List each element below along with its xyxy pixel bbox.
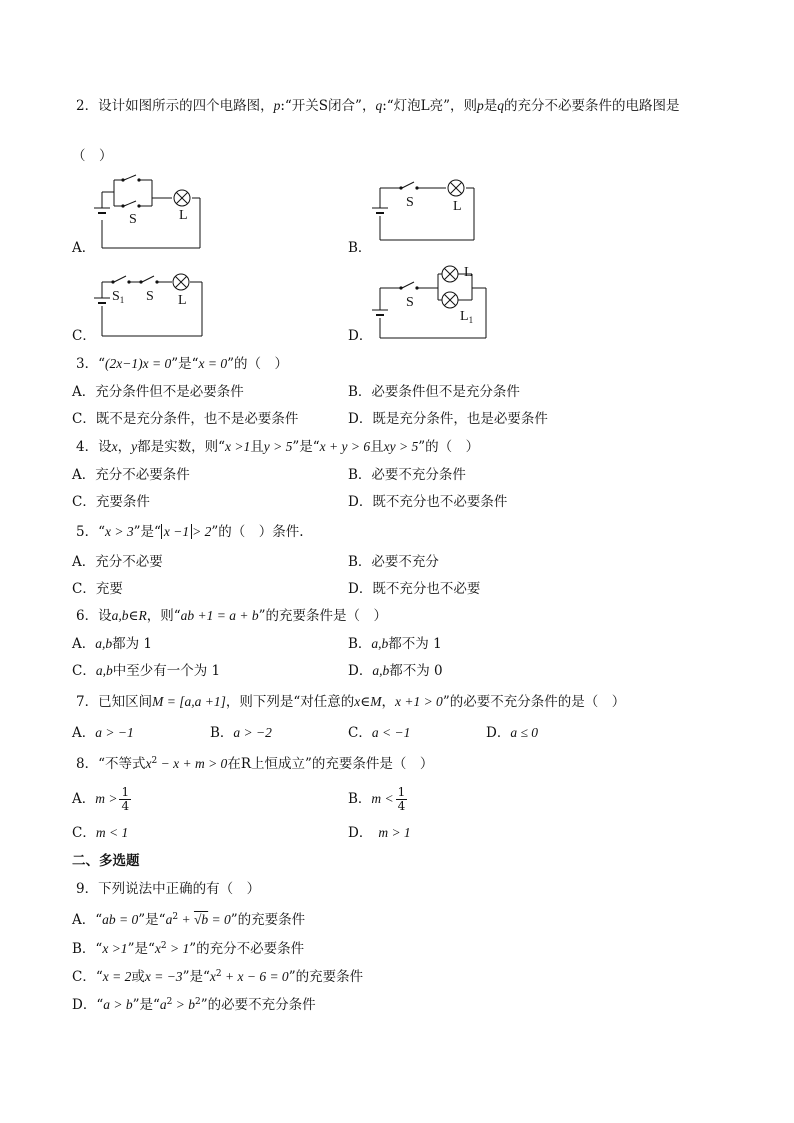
q9-c-e2: x = −3 bbox=[144, 969, 183, 984]
q9-d-e1: a > b bbox=[103, 997, 133, 1012]
q8-a-m: m > bbox=[95, 791, 118, 806]
q7-d: a ≤ 0 bbox=[510, 725, 538, 740]
q7-ineq: x +1 > 0 bbox=[394, 694, 443, 709]
q7-stem-b: ，则下列是“对任意的 bbox=[225, 694, 355, 710]
q9-a-plus: + bbox=[178, 912, 194, 927]
q3-stem-b: ”是“ bbox=[171, 356, 199, 372]
q4-stem bbox=[76, 437, 479, 457]
circuit-d-l1: $L_1$ bbox=[460, 309, 474, 325]
circuit-b-s: S bbox=[406, 195, 414, 210]
q9-c-sq: 2 bbox=[215, 969, 222, 979]
q5-stem-a: 5．“ bbox=[76, 524, 105, 540]
q4-option-c[interactable]: C．充要条件 bbox=[72, 494, 150, 510]
q8-sq: 2 bbox=[151, 756, 158, 766]
q9-d-sq1: 2 bbox=[166, 997, 173, 1007]
q8-ineq-rest: − x + m > 0 bbox=[157, 756, 228, 771]
circuit-d[interactable] bbox=[370, 262, 490, 344]
q9-b-x: x bbox=[154, 941, 161, 956]
q6-stem-c: ”的充要条件是（ ） bbox=[258, 608, 387, 624]
q9-d-b: b bbox=[188, 997, 196, 1012]
q6-d-pre: D． bbox=[348, 663, 373, 679]
q4-stem-c: ”是“ bbox=[292, 439, 320, 455]
q9-d-mid: ”是“ bbox=[132, 997, 160, 1013]
q4-stem-d: ”的（ ） bbox=[418, 439, 480, 455]
q5-option-b[interactable]: B．必要不充分 bbox=[348, 554, 439, 570]
q9-c-tail: ”的充要条件 bbox=[288, 969, 364, 985]
q2-option-a-label[interactable]: A． bbox=[72, 240, 96, 256]
q7-c: a < −1 bbox=[371, 725, 411, 740]
q6-option-c[interactable] bbox=[72, 661, 220, 681]
q4-x: x bbox=[111, 439, 118, 454]
q9-a-e1: ab = 0 bbox=[102, 912, 139, 927]
q7-a: a > −1 bbox=[95, 725, 134, 740]
q2-p-text: :“开关S闭合”， bbox=[280, 98, 376, 114]
circuit-a-l: L bbox=[179, 208, 188, 223]
q5-stem bbox=[76, 522, 304, 542]
q8-stem-a: 8．“不等式 bbox=[76, 756, 146, 772]
q4-stem-b: 都是实数，则“ bbox=[137, 439, 225, 455]
q4-c2: y > 5 bbox=[263, 439, 293, 454]
q9-b-mid: ”是“ bbox=[127, 941, 155, 957]
q8-stem-b: 在 bbox=[227, 756, 241, 772]
q8-b-pre: B． bbox=[348, 791, 372, 807]
q2-q-text: :“灯泡L亮”，则 bbox=[382, 98, 478, 114]
q9-b-gt: > 1 bbox=[166, 941, 190, 956]
q9-d-gt: > bbox=[172, 997, 189, 1012]
q3-option-d[interactable]: D．既是充分条件，也是必要条件 bbox=[348, 411, 548, 427]
q4-comma: ， bbox=[117, 439, 132, 455]
q5-option-a[interactable]: A．充分不必要 bbox=[72, 554, 163, 570]
q4-option-b[interactable]: B．必要不充分条件 bbox=[348, 467, 466, 483]
q3-expr1: (2x−1)x = 0 bbox=[105, 356, 172, 371]
q8-x: x bbox=[145, 756, 152, 771]
q9-d-pre: D．“ bbox=[72, 997, 104, 1013]
q4-c3: x + y > 6 bbox=[319, 439, 371, 454]
circuit-b-l: L bbox=[453, 199, 462, 214]
q6-option-b[interactable] bbox=[348, 634, 442, 654]
q8-d-pre: D． bbox=[348, 825, 373, 841]
q4-y: y bbox=[131, 439, 138, 454]
q5-abs: x −1 bbox=[161, 524, 192, 539]
q6-stem-b: ，则“ bbox=[146, 608, 181, 624]
q9-option-d[interactable] bbox=[72, 992, 316, 1015]
q6-stem bbox=[76, 606, 387, 626]
q3-expr2: x = 0 bbox=[198, 356, 228, 371]
q7-stem-c: ， bbox=[381, 694, 395, 710]
q8-option-d[interactable] bbox=[348, 823, 411, 843]
q2-stem-text: 2．设计如图所示的四个电路图， bbox=[76, 98, 274, 114]
q6-ab: a,b∈R bbox=[111, 608, 147, 623]
q7-d-pre: D． bbox=[486, 725, 511, 741]
q9-d-a: a bbox=[159, 997, 167, 1012]
q8-b-den: 4 bbox=[397, 799, 406, 813]
q6-option-d[interactable] bbox=[348, 661, 443, 681]
q2-option-d-label[interactable]: D． bbox=[348, 328, 373, 344]
q2-q2: q bbox=[497, 98, 505, 113]
q9-stem: 9．下列说法中正确的有（ ） bbox=[76, 881, 261, 897]
q6-eq: ab +1 = a + b bbox=[180, 608, 259, 623]
q6-stem-a: 6．设 bbox=[76, 608, 112, 624]
q8-stem-c: 上恒成立”的充要条件是（ ） bbox=[250, 756, 434, 772]
q9-d-sq2: 2 bbox=[195, 997, 201, 1007]
q9-b-tail: ”的充分不必要条件 bbox=[189, 941, 305, 957]
q7-stem-a: 7．已知区间 bbox=[76, 694, 153, 710]
q9-option-c[interactable] bbox=[72, 964, 363, 987]
q4-and1: 且 bbox=[250, 439, 264, 455]
q9-a-sq: 2 bbox=[172, 912, 179, 922]
q7-option-b[interactable] bbox=[210, 723, 272, 743]
q3-option-b[interactable]: B．必要条件但不是充分条件 bbox=[348, 384, 520, 400]
circuit-c-l: L bbox=[178, 293, 187, 308]
q6-option-a[interactable] bbox=[72, 634, 152, 654]
circuit-b[interactable] bbox=[370, 172, 480, 246]
q9-c-x: x bbox=[209, 969, 216, 984]
q9-a-a: a bbox=[165, 912, 173, 927]
q9-a-root: √b bbox=[193, 912, 209, 927]
q6-c-ab: a,b bbox=[95, 663, 113, 678]
q6-a-ab: a,b bbox=[95, 636, 113, 651]
q5-option-d[interactable]: D．既不充分也不必要 bbox=[348, 581, 481, 597]
q6-b-ab: a,b bbox=[371, 636, 389, 651]
q2-q: q bbox=[375, 98, 383, 113]
q9-b-pre: B．“ bbox=[72, 941, 103, 957]
q5-gt: > 2 bbox=[192, 524, 212, 539]
q8-d: m > 1 bbox=[378, 825, 411, 840]
q3-stem bbox=[76, 354, 288, 374]
q8-b-m: m < bbox=[371, 791, 394, 806]
q2-tail: 的充分不必要条件的电路图是 bbox=[504, 98, 680, 114]
q9-option-a[interactable] bbox=[72, 907, 305, 930]
q9-a-eq: = 0 bbox=[208, 912, 231, 927]
q7-xm: x∈M bbox=[354, 694, 382, 709]
q2-option-b-label[interactable]: B． bbox=[348, 240, 372, 256]
q8-a-den: 4 bbox=[121, 799, 130, 813]
q7-a-pre: A． bbox=[72, 725, 96, 741]
q6-a-txt: 都为 1 bbox=[112, 636, 153, 652]
q8-c-pre: C． bbox=[72, 825, 96, 841]
q7-option-c[interactable] bbox=[348, 723, 410, 743]
q7-b-pre: B． bbox=[210, 725, 234, 741]
q8-a-num: 1 bbox=[121, 785, 130, 799]
q8-b-num: 1 bbox=[397, 785, 406, 799]
q6-d-ab: a,b bbox=[372, 663, 390, 678]
q3-stem-a: 3．“ bbox=[76, 356, 105, 372]
q8-option-a[interactable] bbox=[72, 786, 131, 813]
q5-c1: x > 3 bbox=[105, 524, 134, 539]
q6-b-txt: 都不为 1 bbox=[388, 636, 442, 652]
q7-c-pre: C． bbox=[348, 725, 372, 741]
q8-b-fraction bbox=[396, 786, 408, 813]
q2-p: p bbox=[273, 98, 281, 113]
q7-option-a[interactable] bbox=[72, 723, 134, 743]
circuit-c-s1: $S_1$ bbox=[112, 289, 125, 305]
q9-b-e1: x >1 bbox=[102, 941, 128, 956]
q7-b: a > −2 bbox=[233, 725, 272, 740]
circuit-a-s: S bbox=[129, 212, 137, 227]
q9-a-tail: ”的充要条件 bbox=[230, 912, 306, 928]
q9-d-tail: ”的必要不充分条件 bbox=[200, 997, 316, 1013]
q4-c4: xy > 5 bbox=[383, 439, 419, 454]
q5-stem-c: ”的（ ）条件. bbox=[211, 524, 304, 540]
circuit-d-s: S bbox=[406, 295, 414, 310]
q4-option-d[interactable]: D．既不充分也不必要条件 bbox=[348, 494, 508, 510]
q2-option-c-label[interactable]: C． bbox=[72, 328, 96, 344]
q9-a-mid: ”是“ bbox=[138, 912, 166, 928]
q6-d-txt: 都不为 0 bbox=[389, 663, 443, 679]
q3-stem-c: ”的（ ） bbox=[227, 356, 289, 372]
circuit-c-s: S bbox=[146, 289, 154, 304]
q9-c-mid: ”是“ bbox=[182, 969, 210, 985]
q3-option-c[interactable]: C．既不是充分条件，也不是必要条件 bbox=[72, 411, 299, 427]
q9-b-sq: 2 bbox=[160, 941, 167, 951]
q6-a-pre: A． bbox=[72, 636, 96, 652]
circuit-d-l: L bbox=[464, 265, 473, 280]
q6-c-pre: C． bbox=[72, 663, 96, 679]
q8-a-fraction bbox=[119, 786, 131, 813]
q2-mid: 是 bbox=[483, 98, 498, 114]
q6-b-pre: B． bbox=[348, 636, 372, 652]
circuit-a[interactable] bbox=[92, 172, 212, 252]
q4-and2: 且 bbox=[370, 439, 384, 455]
q8-option-c[interactable] bbox=[72, 823, 128, 843]
q8-a-pre: A． bbox=[72, 791, 96, 807]
circuit-c[interactable] bbox=[92, 264, 212, 340]
q8-c: m < 1 bbox=[95, 825, 129, 840]
q7-m: M = [a,a +1] bbox=[152, 694, 226, 709]
q9-c-pre: C．“ bbox=[72, 969, 103, 985]
q7-option-d[interactable] bbox=[486, 723, 538, 743]
q9-a-pre: A．“ bbox=[72, 912, 103, 928]
q7-stem bbox=[76, 692, 625, 712]
q8-r: R bbox=[240, 756, 251, 772]
q9-c-e1: x = 2 bbox=[102, 969, 132, 984]
q2-stem bbox=[76, 96, 680, 116]
q5-option-c[interactable]: C．充要 bbox=[72, 581, 123, 597]
q2-p2: p bbox=[477, 98, 484, 113]
q4-option-a[interactable]: A．充分不必要条件 bbox=[72, 467, 190, 483]
q9-option-b[interactable] bbox=[72, 936, 304, 959]
q9-c-or: 或 bbox=[131, 969, 145, 985]
q3-option-a[interactable]: A．充分条件但不是必要条件 bbox=[72, 384, 244, 400]
q5-stem-b: ”是“ bbox=[133, 524, 161, 540]
q8-stem bbox=[76, 751, 433, 774]
q4-c1: x >1 bbox=[225, 439, 251, 454]
q6-c-txt: 中至少有一个为 1 bbox=[112, 663, 221, 679]
q8-option-b[interactable] bbox=[348, 786, 407, 813]
q4-stem-a: 4．设 bbox=[76, 439, 112, 455]
section-heading: 二、多选题 bbox=[72, 853, 140, 869]
q2-paren: （ ） bbox=[72, 148, 113, 164]
q9-c-rest: + x − 6 = 0 bbox=[221, 969, 289, 984]
q7-stem-d: ”的必要不充分条件的是（ ） bbox=[442, 694, 626, 710]
